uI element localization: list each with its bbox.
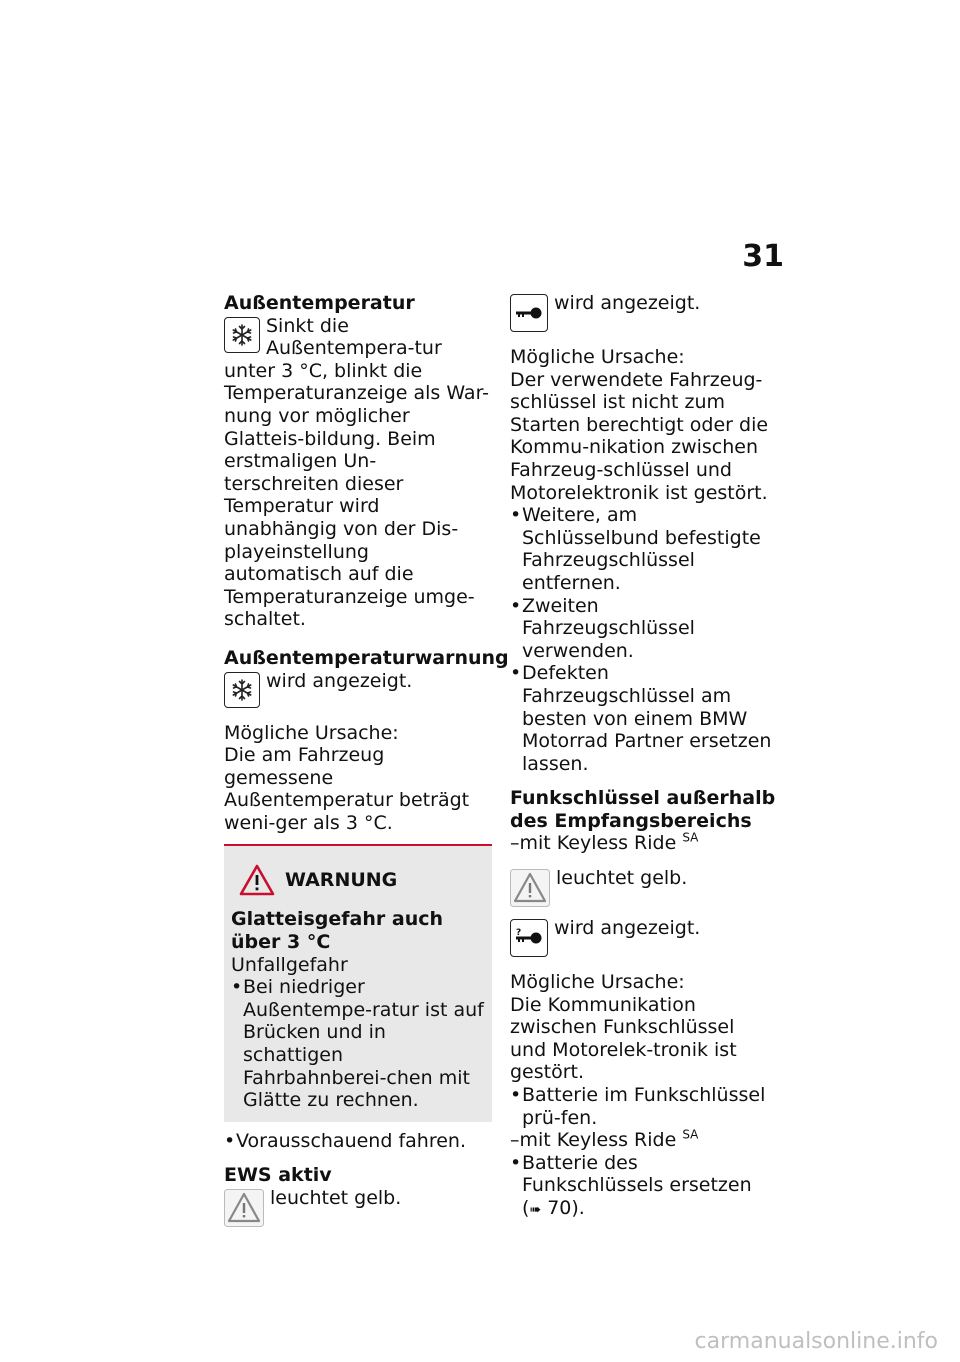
warning-title xyxy=(231,864,484,896)
right-column xyxy=(510,292,776,1222)
watermark: carmanualsonline.info xyxy=(694,1329,938,1355)
triangle-wrap-right xyxy=(510,869,550,907)
list-item: • Weitere, am Schlüsselbund befestigte Fahrzeugschlüssel entfernen. xyxy=(510,504,776,594)
snowflake-icon xyxy=(224,672,260,708)
key-icon xyxy=(510,294,548,332)
keyless-ride-line-2: –mit Keyless Ride $^{SA}$ xyxy=(510,1127,699,1152)
cause-text-right: Der verwendete Fahrzeug-schlüssel ist nicht zum Starten berechtigt oder die Kommu-nikation zwischen Fahrzeug-schlüssel und Motorelektronik ist gestört. xyxy=(510,368,769,504)
snowflake-icon xyxy=(224,317,260,353)
keyless-ride-line-1: –mit Keyless Ride $^{SA}$ xyxy=(510,831,699,855)
sa-badge: SA xyxy=(682,831,699,846)
cause-label-right-2: Mögliche Ursache: xyxy=(510,971,685,994)
drive-ahead-bullet: • Vorausschauend fahren. xyxy=(224,1130,490,1153)
warning-bullet: • Bei niedriger Außentempe-ratur ist auf Brücken und in schattigen Fahrbahnberei-chen mit Glätte zu rechnen. xyxy=(231,976,484,1112)
key-question-icon xyxy=(510,919,548,957)
section-title-temperature-warning: Außentemperaturwarnung xyxy=(224,646,509,669)
warning-box xyxy=(224,844,492,1121)
list-item xyxy=(510,1152,776,1222)
list-item: • Zweiten Fahrzeugschlüssel verwenden. xyxy=(510,595,776,663)
battery-replace-text: Batterie des Funkschlüssels ersetzen ( xyxy=(522,1151,752,1219)
temperature-warning-icon-text: wird angezeigt. xyxy=(266,669,413,692)
warning-triangle-icon xyxy=(510,869,550,907)
warning-triangle-icon xyxy=(224,1189,264,1227)
cause-label-right: Mögliche Ursache: xyxy=(510,346,685,368)
section-title-key-out-of-range: Funkschlüssel außerhalb des Empfangsbereichs xyxy=(510,787,776,832)
snowflake-icon-wrap xyxy=(224,317,260,353)
keyless-ride-label: mit Keyless Ride xyxy=(519,832,677,855)
section-title-ews-active: EWS aktiv xyxy=(224,1164,332,1187)
triangle-text-right: leuchtet gelb. xyxy=(556,867,688,890)
cause-label: Mögliche Ursache: xyxy=(224,721,399,744)
warning-triangle-icon xyxy=(239,864,275,896)
page-ref-link[interactable]: 70 xyxy=(547,1197,572,1219)
cause-text-right-2: Die Kommunikation zwischen Funkschlüssel und Motorelek-tronik ist gestört. xyxy=(510,993,737,1084)
warning-risk: Unfallgefahr xyxy=(231,953,348,976)
snowflake-icon-wrap-2 xyxy=(224,672,260,708)
keyless-ride-label: mit Keyless Ride xyxy=(519,1129,677,1152)
outside-temperature-text: Sinkt die Außentempera-tur unter 3 °C, blinkt die Temperaturanzeige als War-nung vor möglicher Glatteis-bildung. Beim erstmaligen Un-terschreiten dieser Temperatur wird unabhängig von der Dis-playeinstellung automatisch auf die Temperaturanzeige umge-schaltet. xyxy=(224,314,490,631)
list-item: • Batterie im Funkschlüssel prü-fen. xyxy=(510,1084,776,1129)
battery-replace-close: ). xyxy=(571,1197,585,1219)
ews-triangle-wrap xyxy=(224,1189,264,1227)
svg-text:?: ? xyxy=(516,928,522,939)
section-title-outside-temperature: Außentemperatur xyxy=(224,292,415,314)
left-column xyxy=(224,292,509,1229)
page-ref-arrow-icon: ➠ xyxy=(529,1202,542,1218)
list-item: • Defekten Fahrzeugschlüssel am besten von einem BMW Motorrad Partner ersetzen lassen. xyxy=(510,662,776,775)
key-icon-wrap xyxy=(510,294,548,332)
key-icon-text: wird angezeigt. xyxy=(554,292,701,314)
warning-heading: Glatteisgefahr auch über 3 °C xyxy=(231,908,444,954)
ews-icon-text: leuchtet gelb. xyxy=(270,1187,402,1209)
warning-label: WARNUNG xyxy=(285,869,398,892)
cause-text: Die am Fahrzeug gemessene Außentemperatur beträgt weni-ger als 3 °C. xyxy=(224,744,470,834)
sa-badge: SA xyxy=(682,1127,699,1142)
page-number: 31 xyxy=(742,239,784,274)
key-question-text: wird angezeigt. xyxy=(554,917,701,940)
key-question-icon-wrap xyxy=(510,919,548,957)
